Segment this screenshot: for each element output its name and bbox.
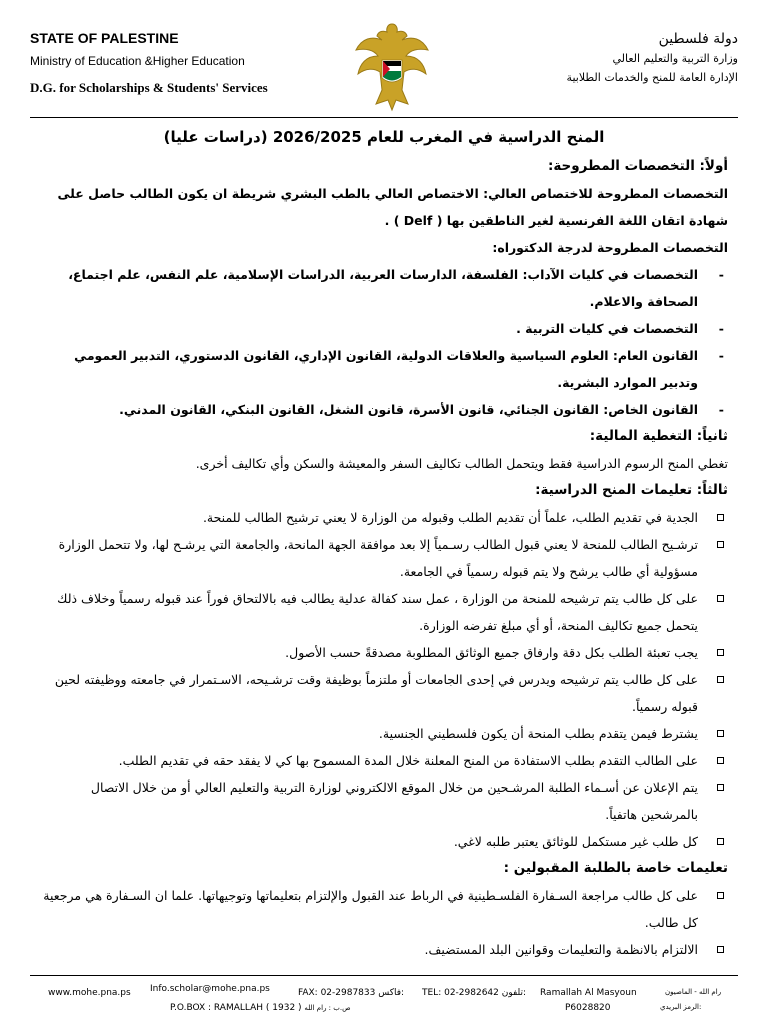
list-item: - التخصصات في كليات الآداب: الفلسفة، الدارسات العربية، الدراسات الإسلامية، علم النفس، علم اجتماع، الصحافة والاعلام. [40, 261, 698, 315]
state-name: STATE OF PALESTINE [30, 30, 179, 46]
section-2-heading: ثانياً: التغطية المالية: [589, 428, 728, 444]
header-divider [30, 117, 738, 118]
list-item: ترشـيح الطالب للمنحة لا يعني قبول الطالب رسـمياً إلا بعد موافقة الجهة المانحة، والجامعة التي يرشـح لها، ولا تتحمل الوزارة مسؤولية أي طالب يرشح ولا يتم قبوله رسمياً في الجامعة. [40, 531, 698, 585]
document-title: المنح الدراسية في المغرب للعام 2026/2025 (دراسات عليا) [163, 128, 605, 146]
section-2-paragraph: تغطي المنح الرسوم الدراسية فقط ويتحمل الطالب تكاليف السفر والمعيشة والسكن وأي تكاليف أخرى. [195, 456, 728, 471]
list-item: الالتزام بالانظمة والتعليمات وقوانين البلد المستضيف. [40, 936, 698, 963]
list-item: - التخصصات في كليات التربية . [40, 315, 698, 342]
accepted-students-list [40, 882, 728, 963]
section-1-heading: أولاً: التخصصات المطروحة: [547, 158, 728, 174]
footer-postal-arabic: الرمز البريدي: [660, 1003, 702, 1011]
section-4-heading: تعليمات خاصة بالطلبة المقبولين : [503, 860, 728, 876]
footer-website: www.mohe.pna.ps [48, 988, 131, 998]
department-name: D.G. for Scholarships & Students' Services [30, 80, 268, 95]
arabic-ministry-name: وزارة التربية والتعليم العالي [612, 52, 738, 65]
footer-city: Ramallah Al Masyoun [540, 988, 637, 998]
footer-tel: TEL: 02-2982642 تلفون: [422, 988, 527, 998]
phd-subheading: التخصصات المطروحة لدرجة الدكتوراه: [492, 240, 728, 255]
section-1-paragraph: التخصصات المطروحة للاختصاص العالي: الاختصاص العالي بالطب البشري شريطة ان يكون الطالب حاصل على شهادة اتقان اللغة الفرنسية لغير الناطقين بها ( Delf ) . [57, 186, 728, 228]
ministry-name: Ministry of Education &Higher Education [30, 54, 245, 68]
phd-specializations-list [40, 261, 728, 423]
footer-postal: P6028820 [565, 1003, 611, 1013]
list-item: الجدية في تقديم الطلب، علماً أن تقديم الطلب وقبوله من الوزارة لا يعني ترشيح الطالب للمنحة. [40, 504, 698, 531]
footer-divider [30, 975, 738, 976]
list-item: يشترط فيمن يتقدم بطلب المنحة أن يكون فلسطيني الجنسية. [40, 720, 698, 747]
list-item: - القانون العام: العلوم السياسية والعلاقات الدولية، القانون الإداري، القانون الدستوري، التدبير العمومي وتدبير الموارد البشرية. [40, 342, 698, 396]
arabic-state-name: دولة فلسطين [658, 31, 738, 47]
list-item: كل طلب غير مستكمل للوثائق يعتبر طلبه لاغي. [40, 828, 698, 855]
eagle-emblem-icon [352, 20, 432, 112]
footer-city-arabic: رام الله - الماصيون [665, 988, 722, 996]
section-3-heading: ثالثاً: تعليمات المنح الدراسية: [535, 482, 728, 498]
document-body [40, 124, 728, 963]
header-english [30, 30, 330, 96]
footer-pobox: P.O.BOX : RAMALLAH ( 1932 ) ص.ب : رام الله [170, 1003, 351, 1013]
arabic-department-name: الإدارة العامة للمنح والخدمات الطلابية [566, 71, 738, 84]
footer-email: Info.scholar@mohe.pna.ps [150, 984, 270, 994]
list-item: على كل طالب مراجعة السـفارة الفلسـطينية في الرباط عند القبول والإلتزام بتعليماتها وتوجيهاتها. علما ان السـفارة هي مرجعية كل طالب. [40, 882, 698, 936]
list-item: يجب تعبئة الطلب بكل دقة وارفاق جميع الوثائق المطلوبة مصدقةً حسب الأصول. [40, 639, 698, 666]
header-arabic [438, 30, 738, 87]
list-item: على كل طالب يتم ترشيحه للمنحة من الوزارة ، عمل سند كفالة عدلية يطالب فيه بالالتحاق فوراً عند قبوله رسمياً وخلاف ذلك يتحمل جميع تكاليف المنحة، أو أي مبلغ تفرضه الوزارة. [40, 585, 698, 639]
list-item: على الطالب التقدم بطلب الاستفادة من المنح المعلنة خلال المدة المسموح بها كي لا يفقد حقه في تقديم الطلب. [40, 747, 698, 774]
list-item: على كل طالب يتم ترشيحه ويدرس في إحدى الجامعات أو ملتزماً بوظيفة وقت ترشـيحه، الاسـتمرار في جامعته ووظيفته لحين قبوله رسمياً. [40, 666, 698, 720]
list-item: - القانون الخاص: القانون الجنائي، قانون الأسرة، قانون الشغل، القانون البنكي، القانون المدني. [40, 396, 698, 423]
footer-fax: FAX: 02-2987833 فاكس: [298, 988, 405, 998]
list-item: يتم الإعلان عن أسـماء الطلبة المرشـحين من خلال الموقع الالكتروني لوزارة التربية والتعليم العالي أو من خلال الاتصال بالمرشحين هاتفياً. [40, 774, 698, 828]
instructions-list [40, 504, 728, 855]
